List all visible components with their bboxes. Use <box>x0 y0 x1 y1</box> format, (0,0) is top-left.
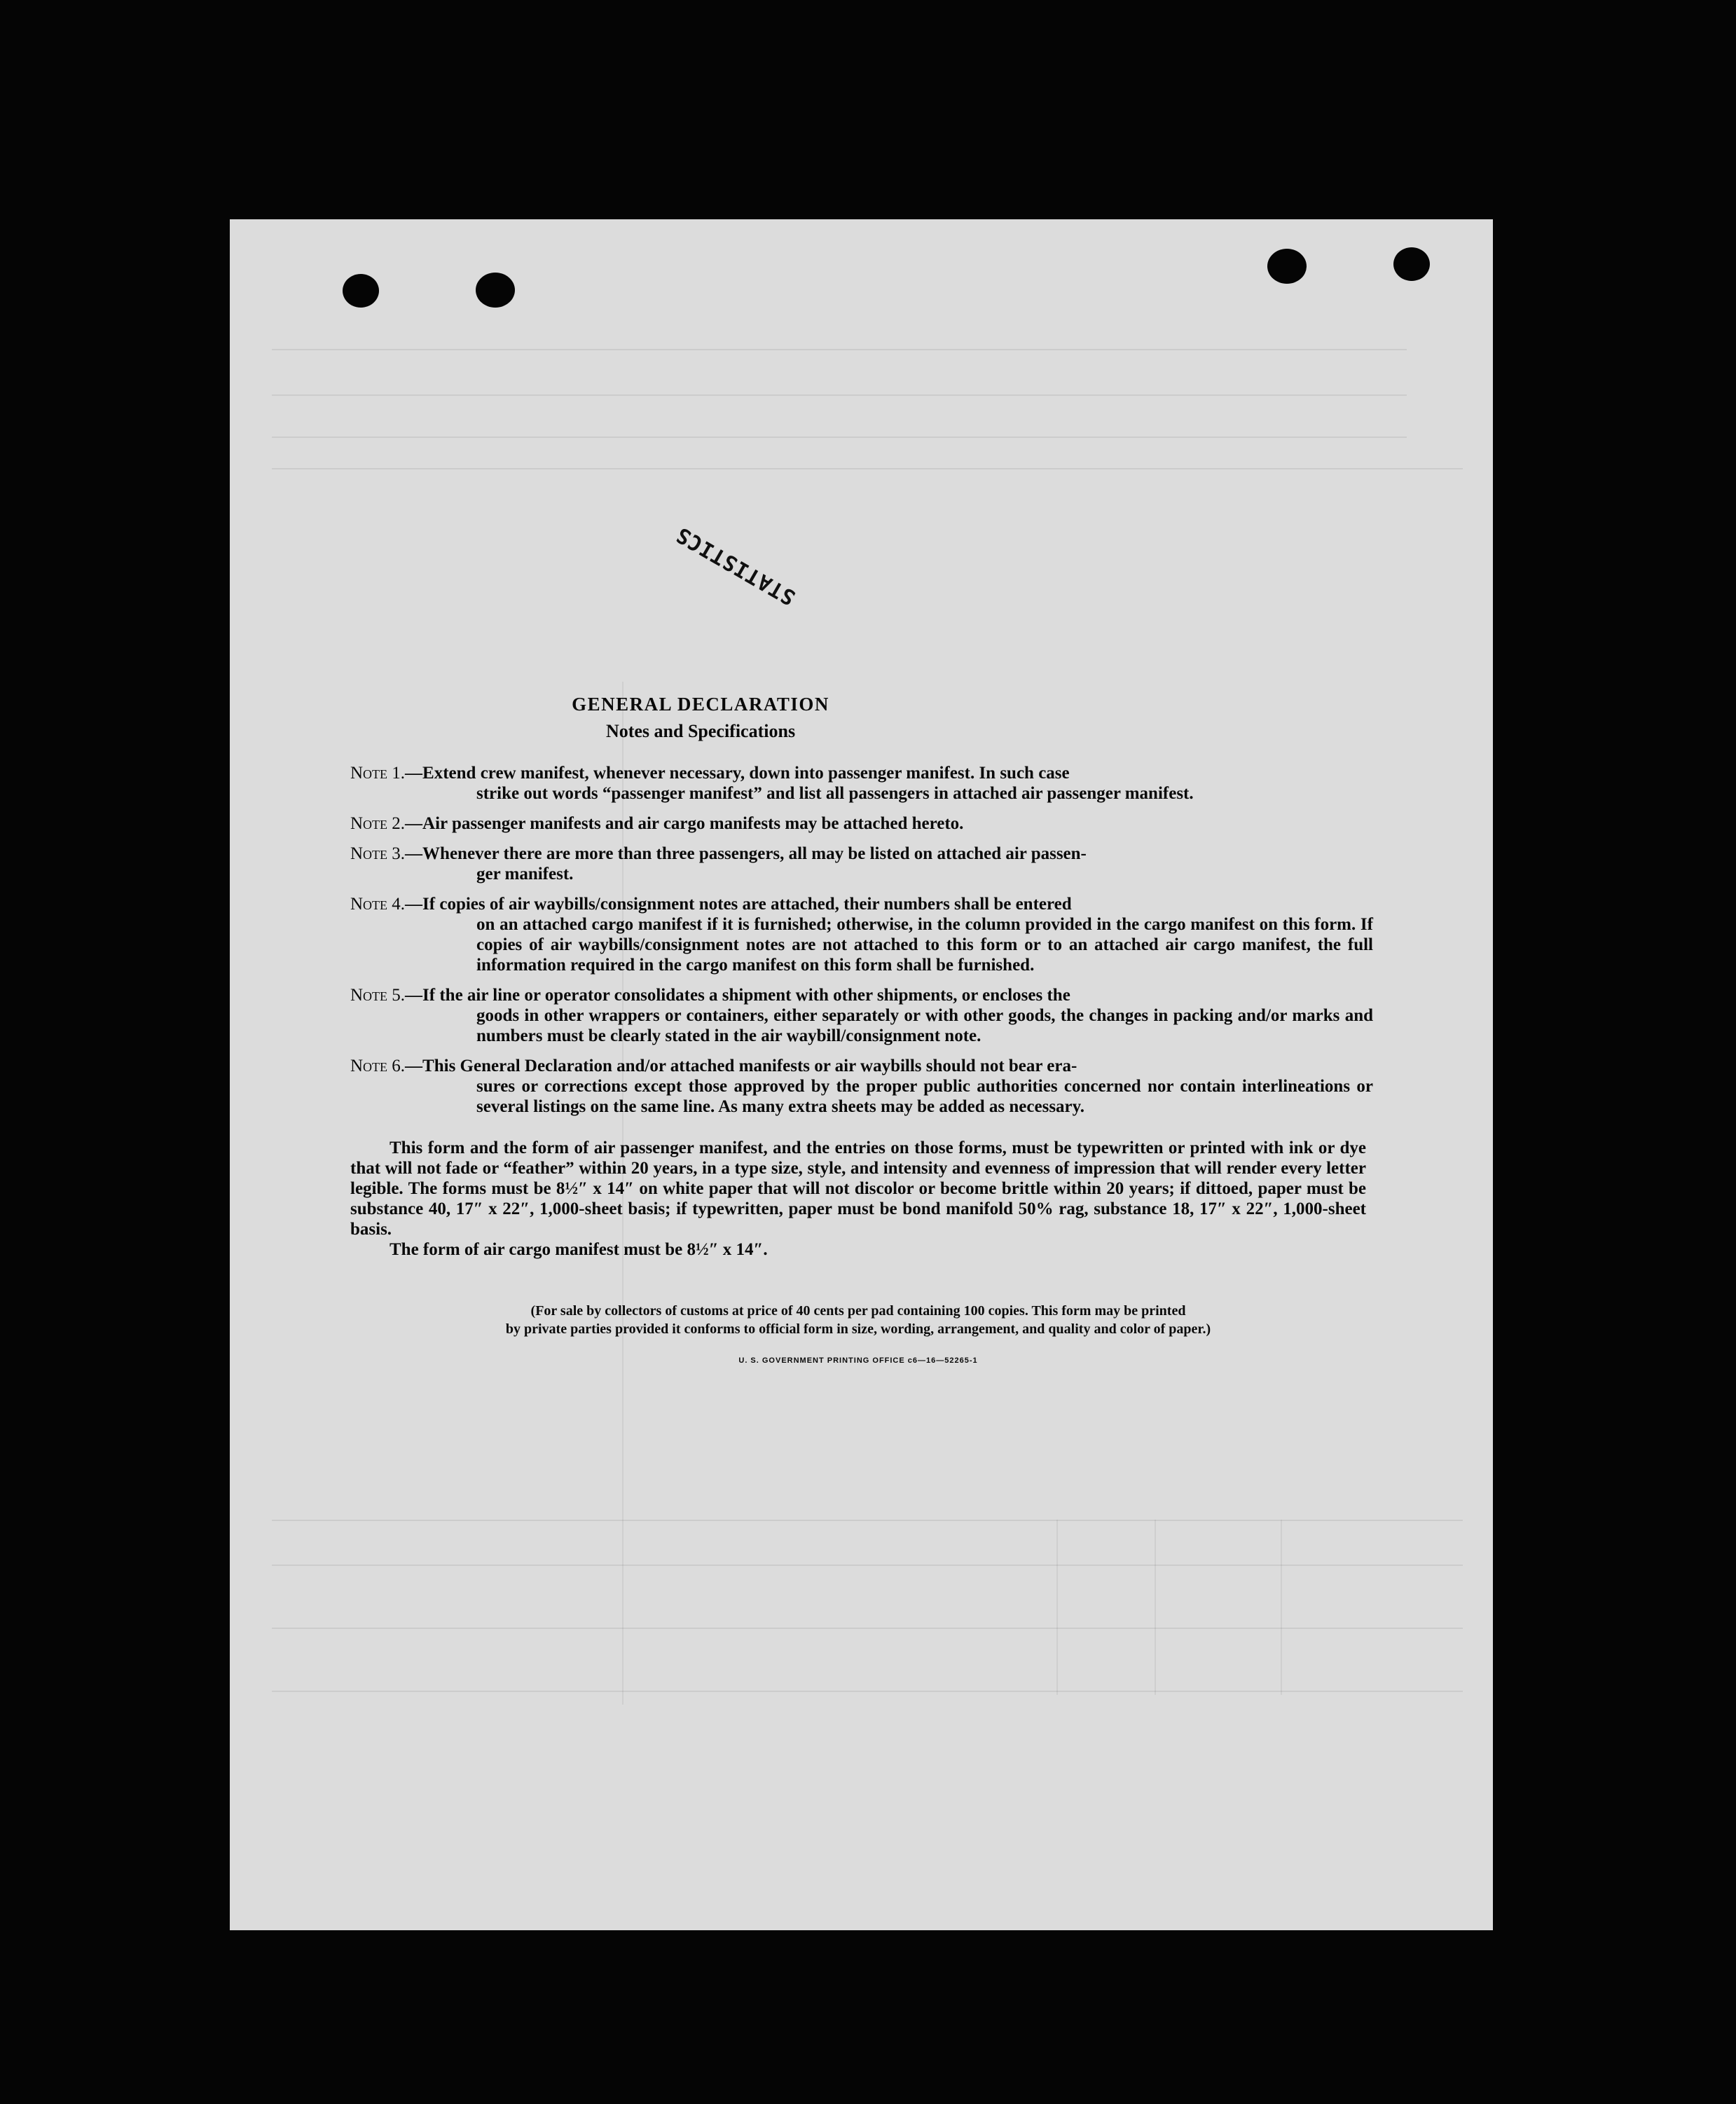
page-subtitle: Notes and Specifications <box>605 721 796 741</box>
note-3 <box>350 844 1373 884</box>
punch-hole <box>1393 247 1430 281</box>
note-continuation: sures or corrections except those approved by the proper public authorities concerned nor contain interlineations or several listings on the same line. As many extra sheets may be added as necessary. <box>476 1077 1373 1116</box>
note-2 <box>350 813 1373 834</box>
page-title: GENERAL DECLARATION <box>572 694 829 715</box>
notes-section <box>350 694 1373 1365</box>
note-text: —Whenever there are more than three passengers, all may be listed on attached air passen- <box>405 844 1087 863</box>
statistics-stamp: STATISTICS <box>672 521 800 610</box>
note-4 <box>350 894 1373 975</box>
punch-hole <box>1267 249 1307 284</box>
punch-hole <box>343 274 379 308</box>
bleed-through-line <box>272 468 1463 469</box>
punch-hole <box>476 273 515 308</box>
note-label: Note 4. <box>350 895 406 914</box>
note-5 <box>350 985 1373 1046</box>
bleed-through-line <box>1281 1520 1282 1695</box>
note-continuation: goods in other wrappers or containers, either separately or with other goods, the changes in packing and/or marks and numbers must be clearly stated in the air waybill/consignment note. <box>476 1006 1373 1045</box>
cargo-manifest-size-line: The form of air cargo manifest must be 8½″ x 14″. <box>390 1240 768 1259</box>
note-continuation: strike out words “passenger manifest” and list all passengers in attached air passenger manifest. <box>476 784 1194 803</box>
bleed-through-line <box>272 394 1407 396</box>
form-requirements-paragraph: This form and the form of air passenger manifest, and the entries on those forms, must be typewritten or printed with ink or dye that will not fade or “feather” within 20 years, in a type size, style, and intensity and evenness of impression that will render every letter legible. The forms must be 8½″ x 14″ on white paper that will not discolor or become brittle within 20 years; if dittoed, paper must be substance 40, 17″ x 22″, 1,000-sheet basis; if typewritten, paper must be bond manifold 50% rag, substance 18, 17″ x 22″, 1,000-sheet basis. <box>350 1139 1366 1239</box>
note-1 <box>350 763 1373 804</box>
note-text: —Extend crew manifest, whenever necessary, down into passenger manifest. In such case <box>405 764 1070 783</box>
bleed-through-line <box>272 1565 1463 1566</box>
note-6 <box>350 1056 1373 1117</box>
bleed-through-line <box>272 349 1407 350</box>
note-text: —Air passenger manifests and air cargo manifests may be attached hereto. <box>405 814 964 833</box>
bleed-through-line <box>1056 1520 1058 1695</box>
note-label: Note 5. <box>350 986 406 1005</box>
note-text: —If the air line or operator consolidates a shipment with other shipments, or encloses the <box>405 986 1070 1005</box>
printing-office-imprint: U. S. GOVERNMENT PRINTING OFFICE c6—16—52265-1 <box>738 1356 978 1365</box>
bleed-through-line <box>1155 1520 1156 1695</box>
note-continuation: ger manifest. <box>476 865 574 883</box>
sale-notice <box>350 1302 1366 1338</box>
note-continuation: on an attached cargo manifest if it is furnished; otherwise, in the column provided in the cargo manifest on this form. If copies of air waybills/consignment notes are not attached to this form or to an attached air cargo manifest, the full information required in the cargo manifest on this form shall be furnished. <box>476 915 1373 975</box>
note-label: Note 1. <box>350 764 406 783</box>
note-label: Note 2. <box>350 814 406 833</box>
note-label: Note 6. <box>350 1057 406 1075</box>
note-text: —If copies of air waybills/consignment notes are attached, their numbers shall be entered <box>405 895 1072 914</box>
bleed-through-line <box>272 1628 1463 1629</box>
sale-notice-line: (For sale by collectors of customs at price of 40 cents per pad containing 100 copies. This form may be printed <box>530 1303 1186 1319</box>
sale-notice-line: by private parties provided it conforms to official form in size, wording, arrangement, and quality and color of paper.) <box>505 1321 1211 1337</box>
bleed-through-line <box>272 1691 1463 1692</box>
note-label: Note 3. <box>350 844 406 863</box>
note-text: —This General Declaration and/or attached manifests or air waybills should not bear era- <box>405 1057 1077 1075</box>
bleed-through-line <box>272 1520 1463 1521</box>
bleed-through-line <box>272 436 1407 438</box>
